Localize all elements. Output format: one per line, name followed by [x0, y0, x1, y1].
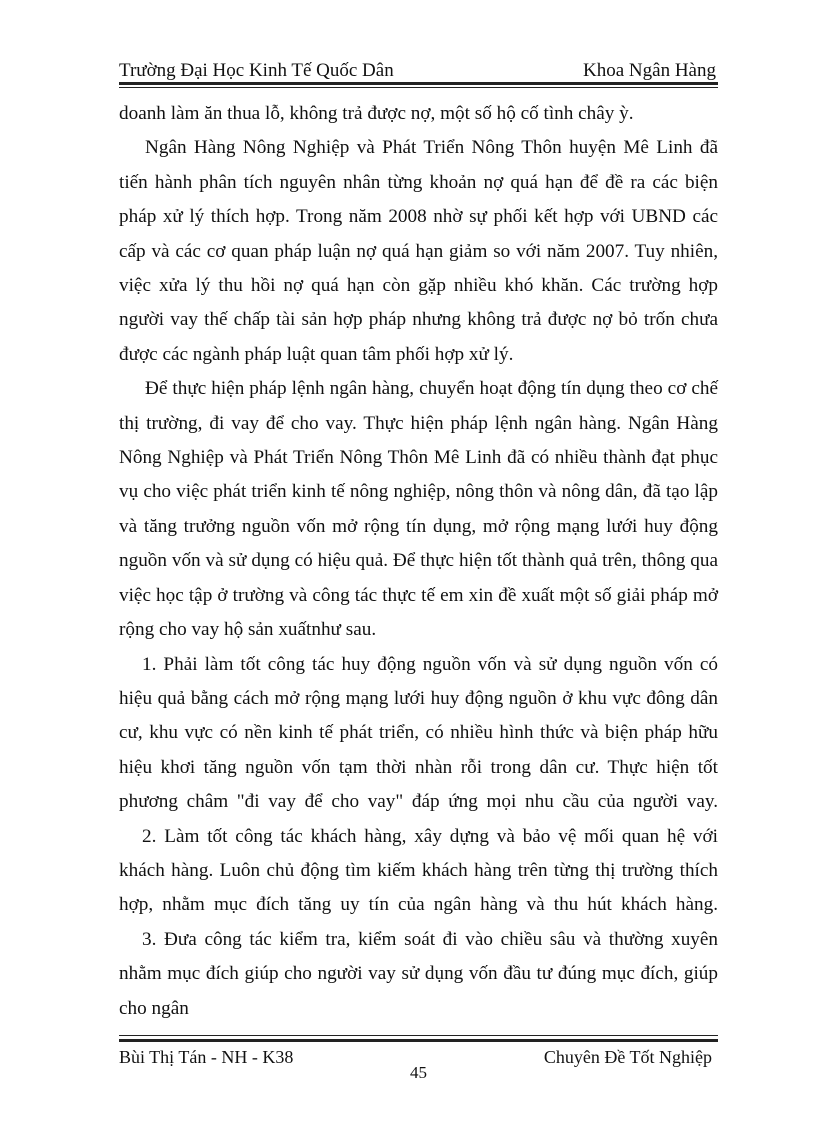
footer-author: Bùi Thị Tán - NH - K38 [119, 1047, 294, 1067]
page-body [119, 97, 718, 1026]
paragraph-banking-ordinance: Để thực hiện pháp lệnh ngân hàng, chuyển hoạt động tín dụng theo cơ chế thị trường, đi vay để cho vay. Thực hiện pháp lệnh ngân hàng. Ngân Hàng Nông Nghiệp và Phát Triển Nông Thôn Mê Linh đã có nhiều thành đạt phục vụ cho việc phát triển kinh tế nông nghiệp, nông thôn và nông dân, đã tạo lập và tăng trưởng nguồn vốn mở rộng tín dụng, mở rộng mạng lưới huy động nguồn vốn và sử dụng có hiệu quả. Để thực hiện tốt thành quả trên, thông qua việc học tập ở trường và công tác thực tế em xin đề xuất một số giải pháp mở rộng cho vay hộ sản xuấtnhư sau. [119, 378, 718, 641]
list-item-1: 1. Phải làm tốt công tác huy động nguồn vốn và sử dụng nguồn vốn có hiệu quả bằng cách mở rộng mạng lưới huy động nguồn ở khu vực đông dân cư, khu vực có nền kinh tế phát triển, có nhiều hình thức và biện pháp hữu hiệu khơi tăng nguồn vốn tạm thời nhàn rỗi trong dân cư. Thực hiện tốt phương châm "đi vay để cho vay" đáp ứng mọi nhu cầu của người vay. [119, 653, 718, 813]
page-header [119, 52, 716, 82]
footer-thesis: Chuyên Đề Tốt Nghiệp [543, 1047, 712, 1067]
header-rule-thin [119, 87, 718, 88]
list-item-3: 3. Đưa công tác kiểm tra, kiểm soát đi vào chiều sâu và thường xuyên nhằm mục đích giúp cho người vay sử dụng vốn đầu tư đúng mục đích, giúp cho ngân [119, 928, 718, 1019]
list-item-2: 2. Làm tốt công tác khách hàng, xây dựng và bảo vệ mối quan hệ với khách hàng. Luôn chủ động tìm kiếm khách hàng trên từng thị trường thích hợp, nhằm mục đích tăng uy tín của ngân hàng và thu hút khách hàng. [119, 825, 718, 916]
footer-rule-thick [119, 1039, 718, 1042]
footer-rule-thin [119, 1035, 718, 1036]
page-footer [119, 1043, 718, 1083]
paragraph-overdue-debt: Ngân Hàng Nông Nghiệp và Phát Triển Nông Thôn huyện Mê Linh đã tiến hành phân tích nguyên nhân từng khoản nợ quá hạn để đề ra các biện pháp xử lý thích hợp. Trong năm 2008 nhờ sự phối kết hợp với UBND các cấp và các cơ quan pháp luận nợ quá hạn giảm so với năm 2007. Tuy nhiên, việc xửa lý thu hồi nợ quá hạn còn gặp nhiều khó khăn. Các trường hợp người vay thế chấp tài sản hợp pháp nhưng không trả được nợ bỏ trốn chưa được các ngành pháp luật quan tâm phối hợp xử lý. [119, 137, 718, 365]
paragraph-continuation: doanh làm ăn thua lỗ, không trả được nợ, một số hộ cố tình chây ỳ. [119, 103, 634, 124]
header-school: Trường Đại Học Kinh Tế Quốc Dân [119, 60, 394, 81]
page-number: 45 [410, 1063, 427, 1082]
header-rule-thick [119, 82, 718, 85]
header-faculty: Khoa Ngân Hàng [583, 60, 716, 81]
